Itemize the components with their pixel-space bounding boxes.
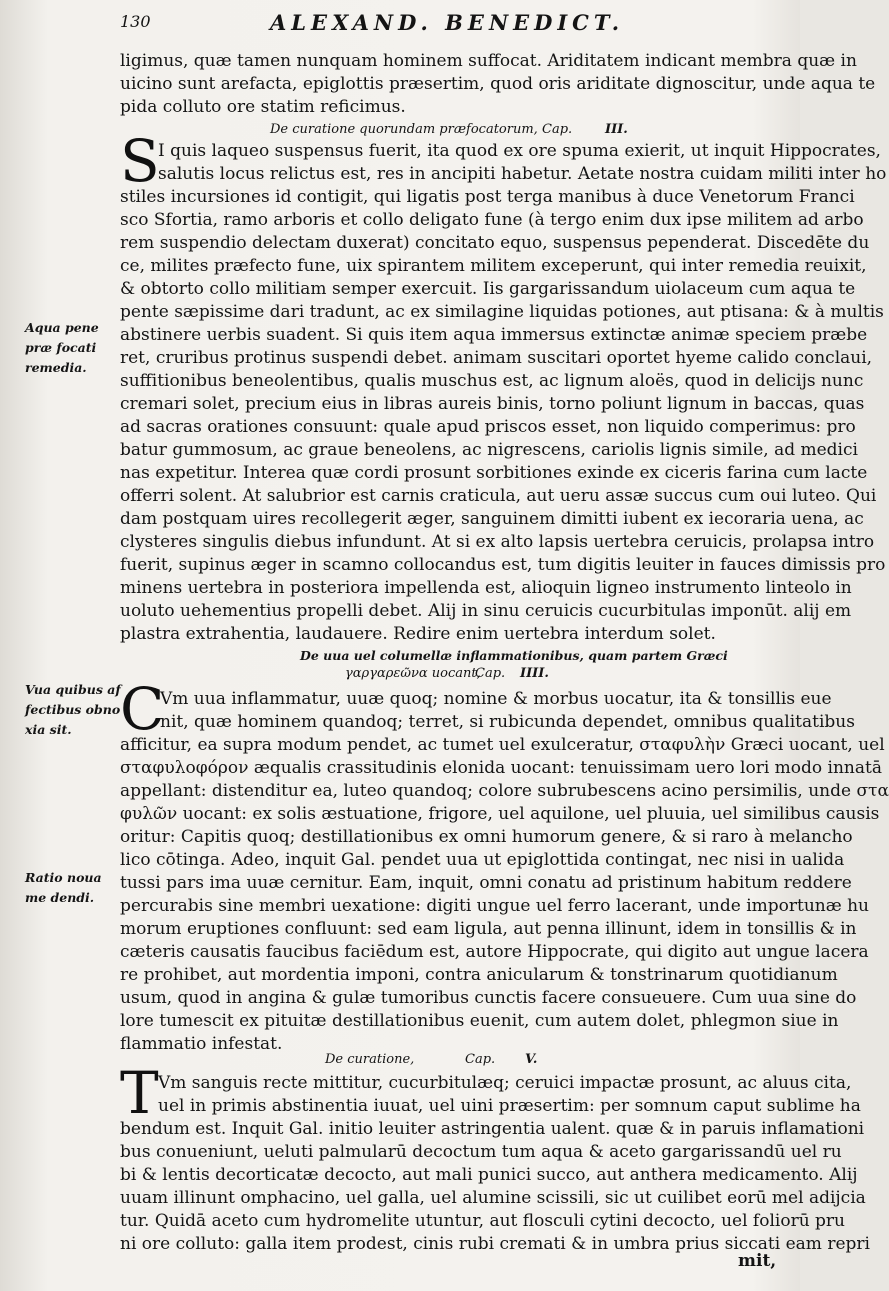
text-line: oritur: Capitis quoq; destillationibus ex omni humorum genere, & si raro à melancho [120,827,853,847]
text-line: I quis laqueo suspensus fuerit, ita quod ex ore spuma exierit, ut inquit Hippocrates, [158,141,881,161]
chapter-title-greek: γαργαρεῶνα uocant, [345,666,481,681]
text-line: re prohibet, aut mordentia imponi, contra anicularum & tonstrinarum quotidianum [120,965,838,985]
text-line: cremari solet, precium eius in libras aureis binis, torno poliunt lignum in baccas, quas [120,394,865,414]
chapter-heading [345,666,549,681]
drop-capital: T [120,1059,159,1127]
text-line: minens uertebra in posteriora impellenda est, alioquin ligneo instrumento linteolo in [120,578,852,598]
marginal-note: Vua quibus af fectibus obno xia sit. [25,682,121,737]
text-line: bus conueniunt, ueluti palmularū decoctum tum aqua & aceto gargarissandū uel ru [120,1142,842,1162]
running-head [0,10,800,38]
text-line: uicino sunt arefacta, epiglottis præsertim, quod oris ariditate dignoscitur, unde aqua te [120,74,876,94]
text-line: ad sacras orationes consuunt: quale apud priscos esset, non liquido comperimus: pro [120,417,856,437]
chapter-cap-label: Cap. [475,666,506,681]
text-line: flammatio infestat. [120,1034,283,1054]
text-line: lore tumescit ex pituitæ destillationibus euenit, cum autem dolet, phlegmon siue in [120,1011,839,1031]
chapter-heading [270,122,628,137]
chapter-title: De curatione quorundam præfocatorum, [270,122,538,137]
text-line: uel in primis abstinentia iuuat, uel uini præsertim: per somnum caput sublime ha [158,1096,861,1116]
text-line: bi & lentis decorticatæ decocto, aut mali punici succo, aut anthera medicamento. Alij [120,1165,858,1185]
text-line: suffitionibus beneolentibus, qualis muschus est, ac lignum aloës, quod in delicijs nunc [120,371,864,391]
catchword: mit, [738,1251,777,1271]
text-line: percurabis sine membri uexatione: digiti ungue uel ferro lacerant, unde importunæ hu [120,896,870,916]
page-number: 130 [120,12,151,31]
text-line: cæteris causatis faucibus faciēdum est, autore Hippocrate, qui digito aut ungue lacera [120,942,869,962]
text-line: tur. Quidā aceto cum hydromelite utuntur, aut flosculi cytini decocto, uel foliorū pru [120,1211,846,1231]
chapter-cap-label: Cap. [542,122,573,137]
text-line: stiles incursiones id contigit, qui ligatis post terga manibus à duce Venetorum Franci [120,187,855,207]
chapter-title: De curatione, [325,1052,415,1067]
text-line: ce, milites præfecto fune, uix spirantem militem exceperunt, qui inter remedia reuixit, [120,256,867,276]
text-line: bendum est. Inquit Gal. initio leuiter astringentia ualent. quæ & in paruis inflamationi [120,1119,865,1139]
text-line: pente sæpissime dari tradunt, ac ex similagine liquidas potiones, aut ptisana: & à multis [120,302,884,322]
text-line: clysteres singulis diebus infundunt. At si ex alto lapsis uertebra ceruicis, prolapsa intro [120,532,875,552]
marginal-note: Ratio noua me dendi. [25,870,102,905]
drop-capital: S [120,127,160,195]
text-line: ni ore colluto: galla item prodest, cinis rubi cremati & in umbra prius siccati eam repri [120,1234,870,1254]
text-line: φυλῶν uocant: ex solis æstuatione, frigore, uel aquilone, uel pluuia, uel similibus causis [120,804,880,824]
text-line: morum eruptiones confluunt: sed eam ligula, aut penna illinunt, idem in tonsillis & in [120,919,857,939]
text-line: & obtorto collo militiam semper exercuit. Iis gargarissandum uiolaceum cum aqua te [120,279,856,299]
text-line: Vm sanguis recte mittitur, cucurbitulæq; ceruici impactæ prosunt, ac aluus cita, [158,1073,852,1093]
text-line: appellant: distenditur ea, luteo quandoq; colore subrubescens acino persimilis, unde στα [120,781,889,801]
text-line: afficitur, ea supra modum pendet, ac tumet uel exulceratur, σταφυλὴν Græci uocant, uel [120,735,885,755]
text-line: pida colluto ore statim reficimus. [120,97,406,117]
drop-capital: C [120,675,165,743]
text-line: salutis locus relictus est, res in ancipiti habetur. Aetate nostra cuidam militi inter ho [158,164,887,184]
chapter-number: V. [525,1052,538,1067]
chapter-cap-label: Cap. [465,1052,496,1067]
text-line: sco Sfortia, ramo arboris et collo deligato fune (à tergo enim dux ipse militem ad arbo [120,210,864,230]
text-line: lico cōtinga. Adeo, inquit Gal. pendet uua ut epiglottida contingat, nec nisi in ualida [120,850,845,870]
text-line: usum, quod in angina & gulæ tumoribus cunctis facere consueuere. Cum uua sine do [120,988,857,1008]
text-line: uuam illinunt omphacino, uel galla, uel alumine scissili, sic ut cuilibet eorū mel adijcia [120,1188,866,1208]
chapter-title: De uua uel columellæ inflammationibus, quam partem Græci [300,648,728,663]
marginal-note: Aqua pene præ focati remedia. [25,320,99,375]
chapter-heading [325,1052,538,1067]
text-line: nit, quæ hominem quandoq; terret, si rubicunda dependet, omnibus qualitatibus [160,712,855,732]
chapter-number: III. [605,122,628,137]
text-line: nas expetitur. Interea quæ cordi prosunt sorbitiones exinde ex ciceris farina cum lacte [120,463,868,483]
text-line: rem suspendio delectam duxerat) concitato equo, suspensus pependerat. Discedēte du [120,233,870,253]
chapter-number: IIII. [520,666,549,681]
text-line: plastra extrahentia, laudauere. Redire enim uertebra interdum solet. [120,624,716,644]
running-title: ALEXAND. BENEDICT. [270,10,625,35]
text-line: ligimus, quæ tamen nunquam hominem suffocat. Ariditatem indicant membra quæ in [120,51,857,71]
text-line: σταφυλοφόρον æqualis crassitudinis elonida uocant: tenuissimam uero lori modo innatā [120,758,882,778]
text-line: ret, cruribus protinus suspendi debet. animam suscitari oportet hyeme calido conclaui, [120,348,873,368]
text-line: dam postquam uires recollegerit æger, sanguinem dimitti iubent ex iecoraria uena, ac [120,509,864,529]
text-line: fuerit, supinus æger in scamno collocandus est, tum digitis leuiter in fauces dimissis pro [120,555,886,575]
text-line: offerri solent. At salubrior est carnis craticula, aut ueru assæ succus cum oui luteo. Qui [120,486,877,506]
text-line: Vm uua inflammatur, uuæ quoq; nomine & morbus uocatur, ita & tonsillis eue [160,689,832,709]
text-line: tussi pars ima uuæ cernitur. Eam, inquit, omni conatu ad pristinum habitum reddere [120,873,852,893]
text-line: batur gummosum, ac graue beneolens, ac nigrescens, cariolis lignis simile, ad medici [120,440,858,460]
text-line: uoluto uehementius propelli debet. Alij in sinu ceruicis cucurbitulas imponūt. alij em [120,601,852,621]
text-line: abstinere uerbis suadent. Si quis item aqua immersus extinctæ animæ speciem præbe [120,325,868,345]
